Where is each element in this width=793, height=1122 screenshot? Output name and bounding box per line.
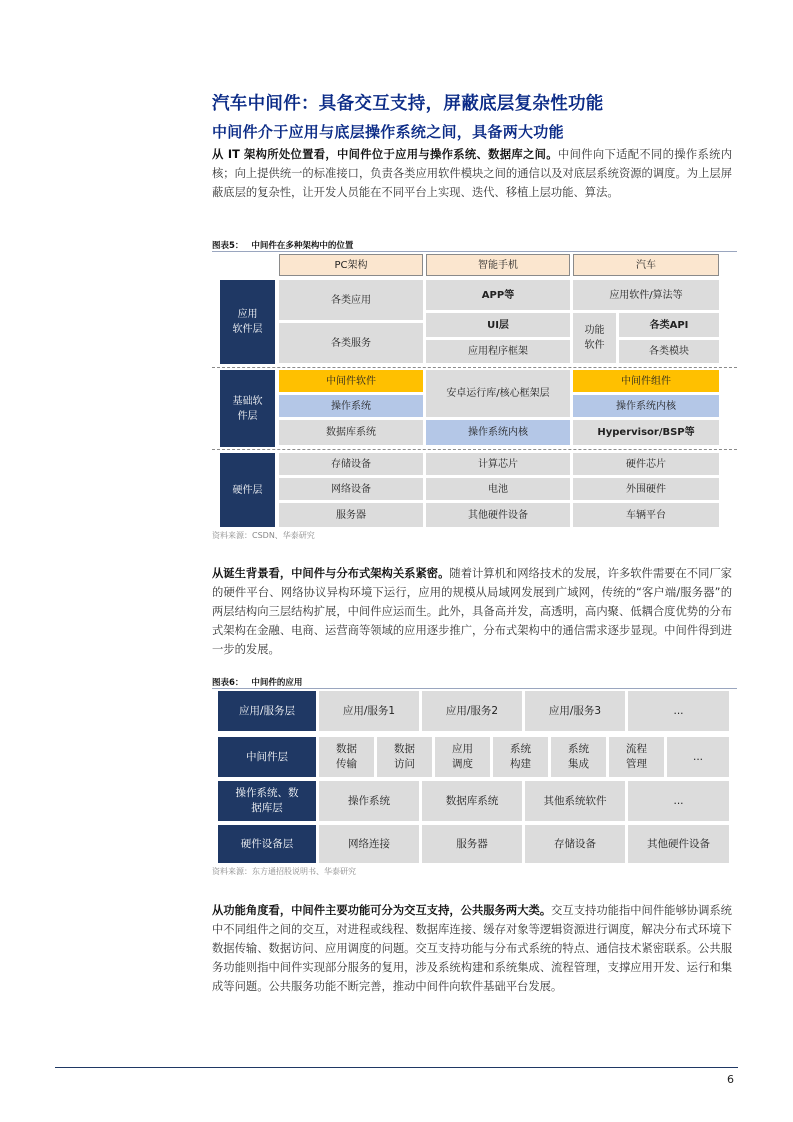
- page-number: 6: [727, 1073, 734, 1086]
- mw-more: ...: [667, 737, 729, 777]
- column-header-pc: PC架构: [279, 254, 423, 276]
- phone-other-hardware: 其他硬件设备: [426, 503, 570, 527]
- layer-label-app: 应用/服务层: [218, 691, 316, 731]
- section-subheading: 中间件介于应用与底层操作系统之间，具备两大功能: [212, 123, 564, 141]
- os-other-software: 其他系统软件: [525, 781, 625, 821]
- os-database: 数据库系统: [422, 781, 522, 821]
- figure5-label: 图表5：: [212, 241, 244, 251]
- car-vehicle-platform: 车辆平台: [573, 503, 719, 527]
- paragraph-lead: 从诞生背景看，中间件与分布式架构关系紧密。: [212, 567, 450, 580]
- column-header-phone: 智能手机: [426, 254, 570, 276]
- row-label-base-layer: 基础软 件层: [220, 370, 275, 447]
- car-function-software: 功能 软件: [573, 313, 616, 363]
- car-middleware: 中间件组件: [573, 370, 719, 392]
- pc-network: 网络设备: [279, 478, 423, 500]
- column-header-car: 汽车: [573, 254, 719, 276]
- paragraph-background: [212, 564, 732, 659]
- layer-separator: [212, 449, 737, 450]
- mw-data-transfer: 数据 传输: [319, 737, 374, 777]
- paragraph-body: 中间件向下适配不同的操作系统内核；向上提供统一的标准接口，负责各类应用软件模块之间的通信以及对底层系统资源的调度。为上层屏蔽底层的复杂性，让开发人员能在不同平台上实现、迭代、移植上层功能、算法。: [212, 148, 732, 199]
- phone-chip: 计算芯片: [426, 453, 570, 475]
- car-hardware-chip: 硬件芯片: [573, 453, 719, 475]
- figure6-middleware-diagram: [212, 689, 737, 864]
- figure6-label: 图表6：: [212, 678, 244, 688]
- mw-process-management: 流程 管理: [609, 737, 664, 777]
- phone-android-runtime: 安卓运行库/核心框架层: [426, 370, 570, 417]
- figure5-caption: [212, 239, 353, 251]
- pc-services: 各类服务: [279, 323, 423, 363]
- mw-system-integration: 系统 集成: [551, 737, 606, 777]
- figure6-source: 资料来源：东方通招股说明书、华泰研究: [212, 867, 356, 876]
- row-label-app-layer: 应用 软件层: [220, 280, 275, 364]
- hw-other: 其他硬件设备: [628, 825, 729, 863]
- car-app-algorithm: 应用软件/算法等: [573, 280, 719, 310]
- page-heading: 汽车中间件：具备交互支持，屏蔽底层复杂性功能: [212, 94, 604, 114]
- app-service-2: 应用/服务2: [422, 691, 522, 731]
- car-os-kernel: 操作系统内核: [573, 395, 719, 417]
- paragraph-it-architecture: [212, 145, 732, 202]
- app-service-1: 应用/服务1: [319, 691, 419, 731]
- app-service-3: 应用/服务3: [525, 691, 625, 731]
- car-peripheral: 外围硬件: [573, 478, 719, 500]
- pc-apps: 各类应用: [279, 280, 423, 320]
- paragraph-lead: 从功能角度看，中间件主要功能可分为交互支持，公共服务两大类。: [212, 904, 552, 917]
- hw-storage: 存储设备: [525, 825, 625, 863]
- phone-battery: 电池: [426, 478, 570, 500]
- figure5-architecture-diagram: [212, 252, 737, 528]
- os-system: 操作系统: [319, 781, 419, 821]
- paragraph-body: 随着计算机和网络技术的发展，许多软件需要在不同厂家的硬件平台、网络协议异构环境下运行，应用的规模从局域网发展到广域网，传统的“客户端/服务器”的两层结构向三层结构扩展，中间件应运而生。此外，具备高并发，高透明，高内聚、低耦合度优势的分布式架构在金融、电商、运营商等领域的应用逐步推广，分布式架构中的通信需求逐步显现。中间件得到进一步的发展。: [212, 567, 732, 656]
- car-hypervisor: Hypervisor/BSP等: [573, 420, 719, 445]
- paragraph-body: 交互支持功能指中间件能够协调系统中不同组件之间的交互，对进程或线程、数据库连接、缓存对象等逻辑资源进行调度，解决分布式环境下数据传输、数据访问、应用调度的问题。交互支持功能与分布式系统的特点、通信技术紧密联系。公共服务功能则指中间件实现部分服务的复用，涉及系统构建和系统集成、流程管理，支撑应用开发、运行和集成等问题。公共服务功能不断完善，推动中间件向软件基础平台发展。: [212, 904, 732, 993]
- hw-server: 服务器: [422, 825, 522, 863]
- phone-ui-layer: UI层: [426, 313, 570, 337]
- hw-network: 网络连接: [319, 825, 419, 863]
- figure6-title: 中间件的应用: [251, 678, 303, 688]
- car-api: 各类API: [619, 313, 719, 337]
- mw-app-scheduling: 应用 调度: [435, 737, 490, 777]
- app-service-more: ...: [628, 691, 729, 731]
- layer-label-hardware: 硬件设备层: [218, 825, 316, 863]
- figure5-title: 中间件在多种架构中的位置: [251, 241, 354, 251]
- layer-label-middleware: 中间件层: [218, 737, 316, 777]
- os-more: ...: [628, 781, 729, 821]
- layer-label-os-db: 操作系统、数 据库层: [218, 781, 316, 821]
- mw-data-access: 数据 访问: [377, 737, 432, 777]
- mw-system-build: 系统 构建: [493, 737, 548, 777]
- pc-os: 操作系统: [279, 395, 423, 417]
- phone-app: APP等: [426, 280, 570, 310]
- pc-middleware: 中间件软件: [279, 370, 423, 392]
- footer-rule: [55, 1067, 738, 1068]
- phone-app-framework: 应用程序框架: [426, 340, 570, 363]
- pc-server: 服务器: [279, 503, 423, 527]
- figure5-source: 资料来源：CSDN、华泰研究: [212, 531, 315, 540]
- paragraph-lead: 从 IT 架构所处位置看，中间件位于应用与操作系统、数据库之间。: [212, 148, 558, 161]
- paragraph-functions: [212, 901, 732, 996]
- car-modules: 各类模块: [619, 340, 719, 363]
- layer-separator: [212, 367, 737, 368]
- phone-os-kernel: 操作系统内核: [426, 420, 570, 445]
- pc-storage: 存储设备: [279, 453, 423, 475]
- figure6-caption: [212, 676, 302, 688]
- row-label-hardware-layer: 硬件层: [220, 453, 275, 527]
- pc-database: 数据库系统: [279, 420, 423, 445]
